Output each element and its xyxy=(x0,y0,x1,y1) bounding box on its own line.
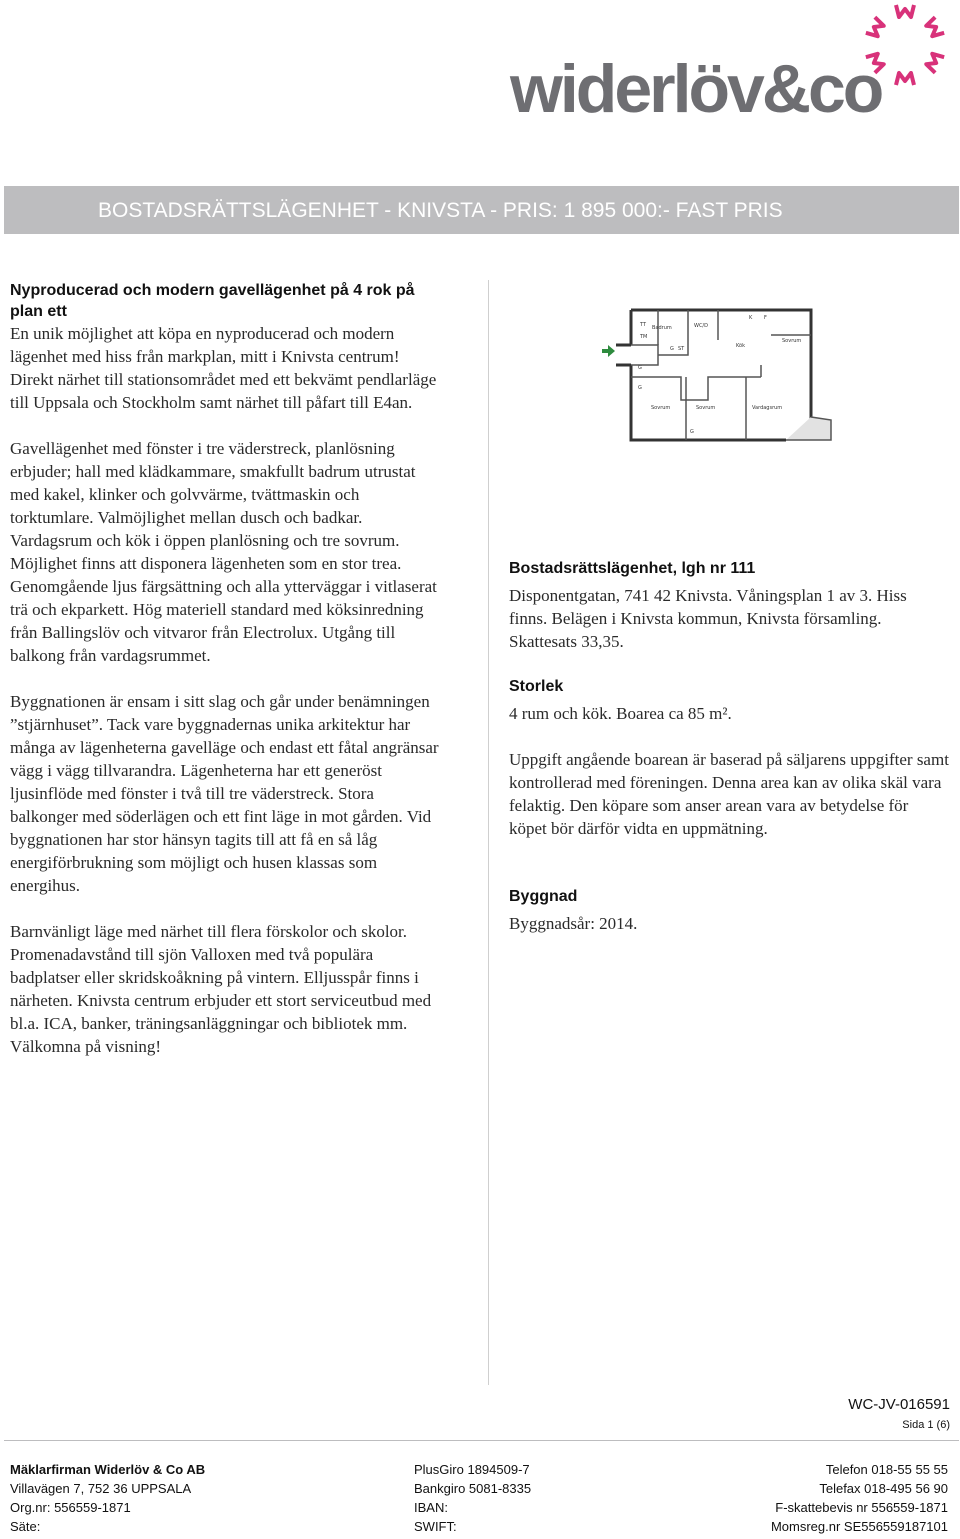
footer xyxy=(10,1462,948,1538)
headline: Nyproducerad och modern gavellägenhet på 4 rok på plan ett xyxy=(10,282,415,320)
size-text: 4 rum och kök. Boarea ca 85 m². xyxy=(509,704,732,723)
footer-ftax: F-skattebevis nr 556559-1871 xyxy=(775,1500,948,1515)
room-label: K xyxy=(749,315,753,321)
document-reference xyxy=(848,1395,950,1435)
description-paragraph: Byggnationen är ensam i sitt slag och går under benämningen ”stjärnhuset”. Tack vare byggnadernas unika arkitektur har många av lägenheterna gavelläge och endast ett fåtal angränsar vägg i vägg tillvarandra. Lägenheterna har ett generöst ljusinflöde med fönster i två till tre väderstreck. Stora balkonger med söderlägen och ett fint läge in mot gården. Vid byggnationen har stor hänsyn tagits till att få en så låg energiförbrukning som möjligt och husen klassas som energihus. xyxy=(10,692,439,895)
apartment-text: Disponentgatan, 741 42 Knivsta. Våningsplan 1 av 3. Hiss finns. Belägen i Knivsta kommun, Knivsta församling. xyxy=(509,586,907,628)
page-number: Sida 1 (6) xyxy=(902,1419,950,1431)
room-label: Sovrum xyxy=(651,405,671,411)
description-paragraph: En unik möjlighet att köpa en nyproducerad och modern lägenhet med hiss från markplan, mitt i Knivsta centrum! Direkt närhet till stationsområdet med ett bekvämt pendlarläge till Uppsala och Stockholm samt närhet till påfart till E4an. xyxy=(10,324,437,412)
floor-plan xyxy=(596,305,841,480)
room-label: TM xyxy=(640,334,648,340)
description-column xyxy=(10,280,440,1081)
logo-wordmark: widerlöv&co xyxy=(510,51,882,127)
column-divider xyxy=(488,280,489,1385)
room-label: WC/D xyxy=(694,323,708,329)
building-heading: Byggnad xyxy=(509,888,578,905)
room-label: Kök xyxy=(736,343,745,349)
footer-phone: Telefon 018-55 55 55 xyxy=(825,1462,948,1477)
star-logo-icon xyxy=(860,0,950,90)
footer-bankgiro: Bankgiro 5081-8335 xyxy=(414,1481,532,1496)
document-id: WC-JV-016591 xyxy=(848,1396,950,1413)
size-heading: Storlek xyxy=(509,678,564,695)
room-label: TT xyxy=(640,322,647,328)
footer-iban: IBAN: xyxy=(414,1500,448,1515)
room-label: Sovrum xyxy=(782,338,802,344)
company-logo xyxy=(510,0,950,127)
footer-swift: SWIFT: xyxy=(414,1519,457,1534)
title-banner xyxy=(4,186,959,234)
room-label: G xyxy=(670,346,674,352)
footer-fax: Telefax 018-495 56 90 xyxy=(819,1481,948,1496)
footer-address: Villavägen 7, 752 36 UPPSALA xyxy=(10,1481,192,1496)
room-label: G xyxy=(690,429,694,435)
room-label: ST xyxy=(678,346,685,352)
tax-rate: Skattesats 33,35. xyxy=(509,632,624,651)
room-label: G xyxy=(638,365,642,371)
footer-plusgiro: PlusGiro 1894509-7 xyxy=(414,1462,530,1477)
room-label: F xyxy=(764,315,767,321)
room-label: Badrum xyxy=(652,325,672,331)
facts-column xyxy=(509,558,949,935)
footer-company: Mäklarfirman Widerlöv & Co AB xyxy=(10,1462,206,1477)
room-label: Sovrum xyxy=(696,405,716,411)
footer-vat: Momsreg.nr SE556559187101 xyxy=(770,1519,948,1534)
listing-title: BOSTADSRÄTTSLÄGENHET - KNIVSTA - PRIS: 1 895 000:- FAST PRIS xyxy=(98,199,783,222)
footer-sate: Säte: xyxy=(10,1519,41,1534)
area-note: Uppgift angående boarean är baserad på säljarens uppgifter samt kontrollerad med föreningen. Denna area kan av olika skäl vara felaktig. Den köpare som anser arean vara av betydelse för köpet bör därför vidta en uppmätning. xyxy=(509,750,949,838)
room-label: Vardagsrum xyxy=(752,405,783,411)
footer-divider xyxy=(4,1440,959,1441)
apartment-heading: Bostadsrättslägenhet, lgh nr 111 xyxy=(509,560,756,577)
description-paragraph: Barnvänligt läge med närhet till flera förskolor och skolor. Promenadavstånd till sjön Valloxen med två populära badplatser eller skridskoåkning på vintern. Elljusspår finns i närheten. Knivsta centrum erbjuder ett stort serviceutbud med bl.a. ICA, banker, träningsanläggningar och bibliotek mm. Välkomna på visning! xyxy=(10,922,432,1056)
room-label: G xyxy=(638,385,642,391)
footer-orgnr: Org.nr: 556559-1871 xyxy=(10,1500,131,1515)
building-text: Byggnadsår: 2014. xyxy=(509,914,638,933)
description-paragraph: Gavellägenhet med fönster i tre väderstreck, planlösning erbjuder; hall med klädkammare, smakfullt badrum utrustat med kakel, klinker och golvvärme, tvättmaskin och torktumlare. Valmöjlighet mellan dusch och badkar. Vardagsrum och kök i öppen planlösning och tre sovrum. Möjlighet finns att disponera lägenheten som en stor trea. Genomgående ljus färgsättning och alla ytterväggar i vitlaserat trä och ekparkett. Hög materiell standard med köksinredning från Ballingslöv och vitvaror från Electrolux. Utgång till balkong från vardagsrummet. xyxy=(10,439,437,665)
